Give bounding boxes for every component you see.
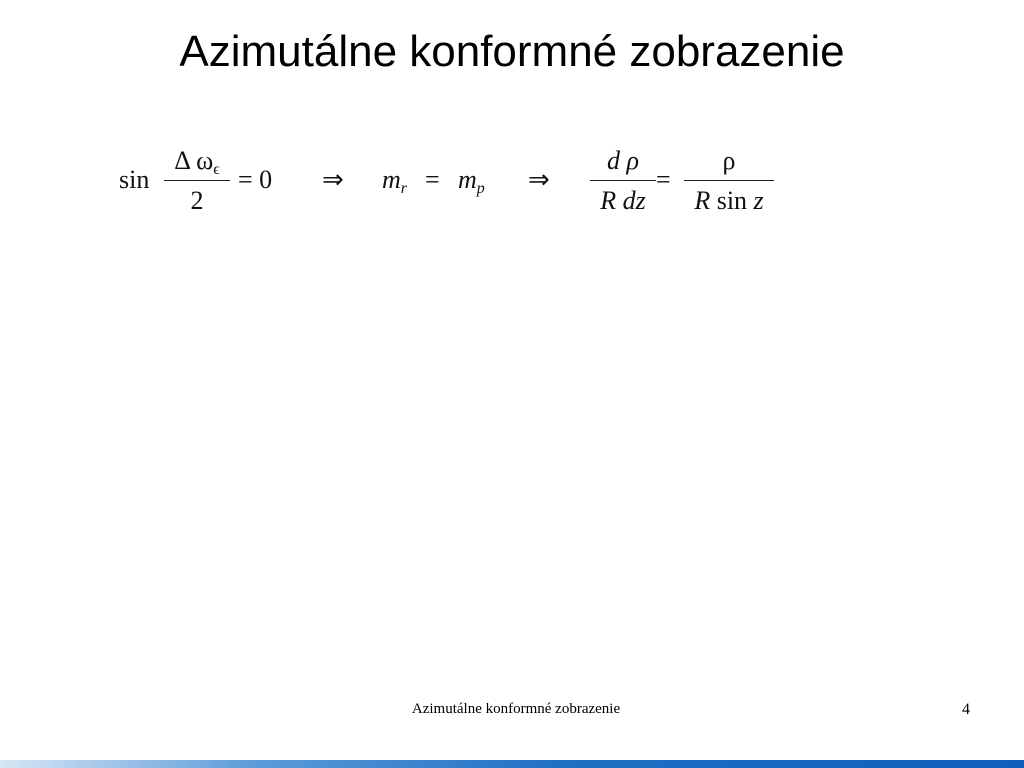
equals-middle: = (425, 165, 440, 194)
omega-subscript: ϵ (213, 161, 220, 178)
fraction-numerator: d ρ (607, 146, 639, 175)
m-r-subscript: r (400, 180, 408, 197)
fraction-delta-omega-over-two (164, 146, 230, 218)
m-r-main: m (382, 165, 401, 194)
fraction-numerator (164, 148, 230, 178)
sin-operator: sin (119, 165, 150, 194)
sin-operator: sin (716, 186, 748, 215)
fraction-rho-over-rsinz (684, 146, 774, 218)
fraction-bar (590, 180, 656, 181)
fraction-bar (164, 180, 230, 181)
implies-arrow-1: ⇒ (322, 165, 344, 194)
m-r (382, 167, 407, 197)
r-symbol: R (694, 186, 711, 215)
z-symbol: z (753, 186, 764, 215)
m-p-subscript: p (476, 180, 485, 197)
implies-arrow-2: ⇒ (528, 165, 550, 194)
bottom-accent-bar (0, 760, 1024, 768)
m-p (458, 167, 485, 197)
fraction-denominator: 2 (190, 186, 204, 215)
fraction-denominator (684, 188, 774, 214)
delta-omega: Δ ω (174, 146, 214, 175)
equals-last: = (656, 165, 671, 194)
fraction-numerator: ρ (722, 146, 736, 175)
m-p-main: m (458, 165, 477, 194)
page-number: 4 (962, 701, 970, 718)
equals-zero: = 0 (238, 165, 273, 194)
slide-title: Azimutálne konformné zobrazenie (179, 27, 845, 76)
fraction-drho-over-rdz (590, 146, 656, 218)
fraction-bar (684, 180, 774, 181)
footer-title: Azimutálne konformné zobrazenie (411, 701, 621, 717)
fraction-denominator: R dz (600, 186, 646, 215)
